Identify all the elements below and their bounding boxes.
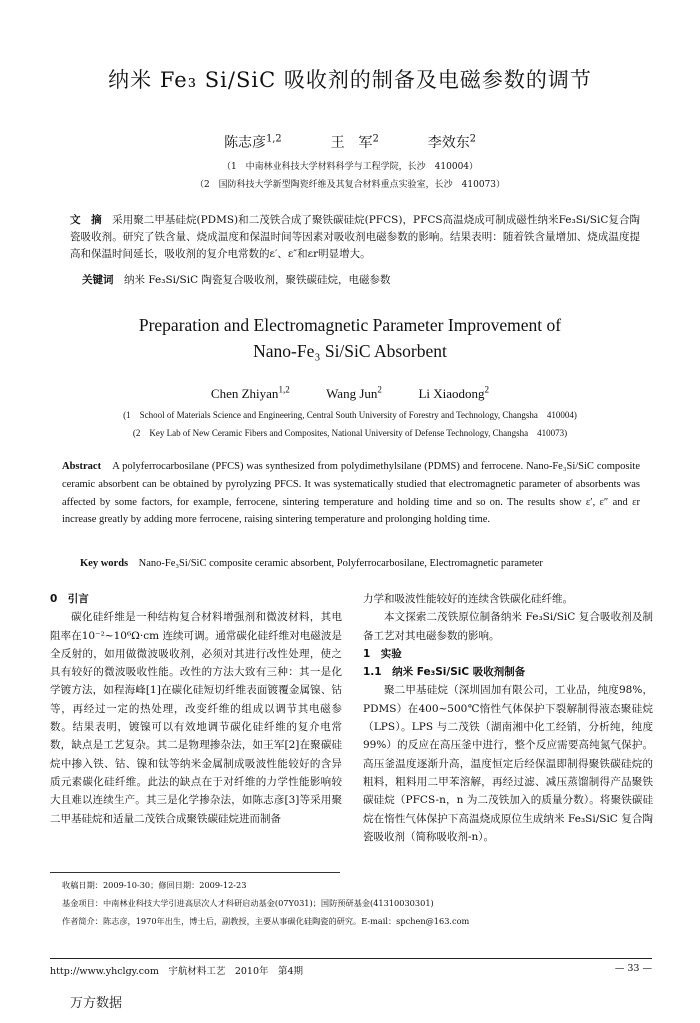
footnote-funding: 基金项目：中南林业科技大学引进高层次人才科研启动基金(07Y031)；国防预研基金(41310030301): [62, 898, 434, 908]
title-english: [0, 312, 700, 364]
abstract-en-text: A polyferrocarbosilane (PFCS) was synthesized from polydimethylsilane (PDMS) and ferrocene. Nano-Fe₃Si/SiC composite ceramic absorbent can be obtained by pyrolyzing PFCS. It was systematically studied that electromagnetic parameter of absorbents was affected by some factors, for example, ferrocene, sintering temperature and holding time and so on. The results show ε′, ε″ and εr increase greatly by adding more ferrocene, raising sintering temperature and prolonging holding time.: [62, 461, 640, 526]
body-column-left: [50, 590, 342, 828]
affiliation-cn-2: （2 国防科技大学新型陶瓷纤维及其复合材料重点实验室，长沙 410073）: [194, 180, 506, 190]
footer-rule: [50, 958, 652, 959]
right-paragraph-intro: 本文探索二茂铁原位制备纳米 Fe₃Si/SiC 复合吸收剂及制备工艺对其电磁参数的影响。: [363, 611, 653, 642]
keywords-en-label: Key words: [80, 558, 129, 569]
author-en-3: Li Xiaodong$^2$: [418, 385, 490, 402]
body-column-right: [363, 590, 653, 846]
keywords-cn-text: 纳米 Fe₃Si/SiC 陶瓷复合吸收剂，聚铁碳硅烷，电磁参数: [124, 274, 391, 286]
keywords-en-text: Nano-Fe₃Si/SiC composite ceramic absorbent, Polyferrocarbosilane, Electromagnetic parameter: [138, 558, 543, 569]
page-number: — 33 —: [614, 963, 652, 974]
abstract-en-label: Abstract: [62, 461, 102, 472]
author-cn-1: 陈志彦$^{1,2}$: [224, 133, 282, 151]
footnote-author: 作者简介：陈志彦，1970年出生，博士后，副教授，主要从事碳化硅陶瓷的研究。E-mail：spchen@163.com: [62, 916, 470, 926]
title-en-line-1: Preparation and Electromagnetic Parameter Improvement of: [138, 315, 562, 335]
abstract-cn-text: 采用聚二甲基硅烷(PDMS)和二茂铁合成了聚铁碳硅烷(PFCS)，PFCS高温烧成可制成磁性纳米Fe₃Si/SiC复合陶瓷吸收剂。研究了铁含量、烧成温度和保温时间等因素对吸收剂电磁参数的影响。结果表明：随着铁含量增加、烧成温度提高和保温时间延长，吸收剂的复介电常数的ε′、ε″和εr明显增大。: [70, 214, 641, 260]
keywords-english: [80, 555, 650, 570]
keywords-chinese: [82, 272, 642, 287]
affiliation-en-2: (2 Key Lab of New Ceramic Fibers and Composites, National University of Defense Technology, Changsha 410073): [132, 428, 568, 438]
author-cn-3: 李效东$^2$: [427, 133, 476, 151]
title-chinese: 纳米 Fe₃ Si/SiC 吸收剂的制备及电磁参数的调节: [108, 68, 592, 92]
abstract-english: [62, 458, 640, 529]
author-en-2: Wang Jun$^2$: [326, 385, 382, 402]
abstract-chinese: [70, 212, 640, 263]
footer-journal-info: http://www.yhclgy.com 宇航材料工艺 2010年 第4期: [50, 966, 304, 977]
footnote-received: 收稿日期：2009-10-30；修回日期：2009-12-23: [62, 880, 247, 890]
affiliation-cn-1: （1 中南林业科技大学材料科学与工程学院，长沙 410004）: [221, 162, 479, 172]
authors-english: [0, 385, 700, 402]
abstract-cn-label: 文 摘: [70, 214, 102, 226]
keywords-cn-label: 关键词: [82, 274, 114, 286]
affiliation-en-1: (1 School of Materials Science and Engineering, Central South University of Forestry and Technology, Changsha 410004): [123, 410, 577, 420]
author-cn-2: 王 军$^2$: [330, 133, 379, 151]
footnote-rule: [50, 872, 340, 873]
section-1-1-paragraph: 聚二甲基硅烷（深圳固加有限公司，工业品，纯度98%，PDMS）在400~500℃惰性气体保护下裂解制得液态聚硅烷（LPS）。LPS 与二茂铁（湖南湘中化工经销，分析纯，纯度99%）的反应在高压釜中进行，整个反应需要高纯氮气保护。高压釜温度逐渐升高，温度恒定后经保温即制得聚铁碳硅烷的粗料，粗料用二甲苯溶解，再经过滤、减压蒸馏制得产品聚铁碳硅烷（PFCS-n，n 为二茂铁加入的质量分数）。将聚铁碳硅烷在惰性气体保护下高温烧成原位生成纳米 Fe₃Si/SiC 复合陶瓷吸收剂（简称吸收剂-n）。: [363, 684, 653, 843]
author-en-1: Chen Zhiyan$^{1,2}$: [210, 385, 290, 402]
section-0-paragraph: 碳化硅纤维是一种结构复合材料增强剂和微波材料，其电阻率在10⁻²~10⁶Ω·cm 连续可调。通常碳化硅纤维对电磁波是全反射的，如用做微波吸收剂，必须对其进行改性处理，使之具有较好的微波吸收性能。改性的方法大致有三种：其一是化学镀方法，如程海峰[1]在碳化硅短切纤维表面镀覆金属镍、钴等，再经过一定的热处理，改变纤维的组成以调节其电磁参数。结果表明，镀镍可以有效地调节碳化硅纤维的复介电常数，缺点是工艺复杂。其二是物理掺杂法，如王军[2]在聚碳硅烷中掺入铁、钴、镍和钛等纳米金属制成吸波性能较好的含异质元素碳化硅纤维。此法的缺点在于对纤维的力学性能影响较大且难以连续生产。其三是化学掺杂法，如陈志彦[3]等采用聚二甲基硅烷和适量二茂铁合成聚铁碳硅烷进而制备: [50, 611, 342, 825]
right-paragraph-continued: 力学和吸波性能较好的连续含铁碳化硅纤维。: [363, 593, 573, 605]
section-0-heading: 0 引言: [50, 593, 89, 605]
title-en-line-2: Nano-Fe₃ Si/SiC Absorbent: [253, 341, 447, 361]
watermark-text: 万方数据: [70, 996, 123, 1011]
authors-chinese: [0, 132, 700, 152]
section-1-1-heading: 1.1 纳米 Fe₃Si/SiC 吸收剂制备: [363, 666, 526, 679]
section-1-heading: 1 实验: [363, 647, 402, 660]
